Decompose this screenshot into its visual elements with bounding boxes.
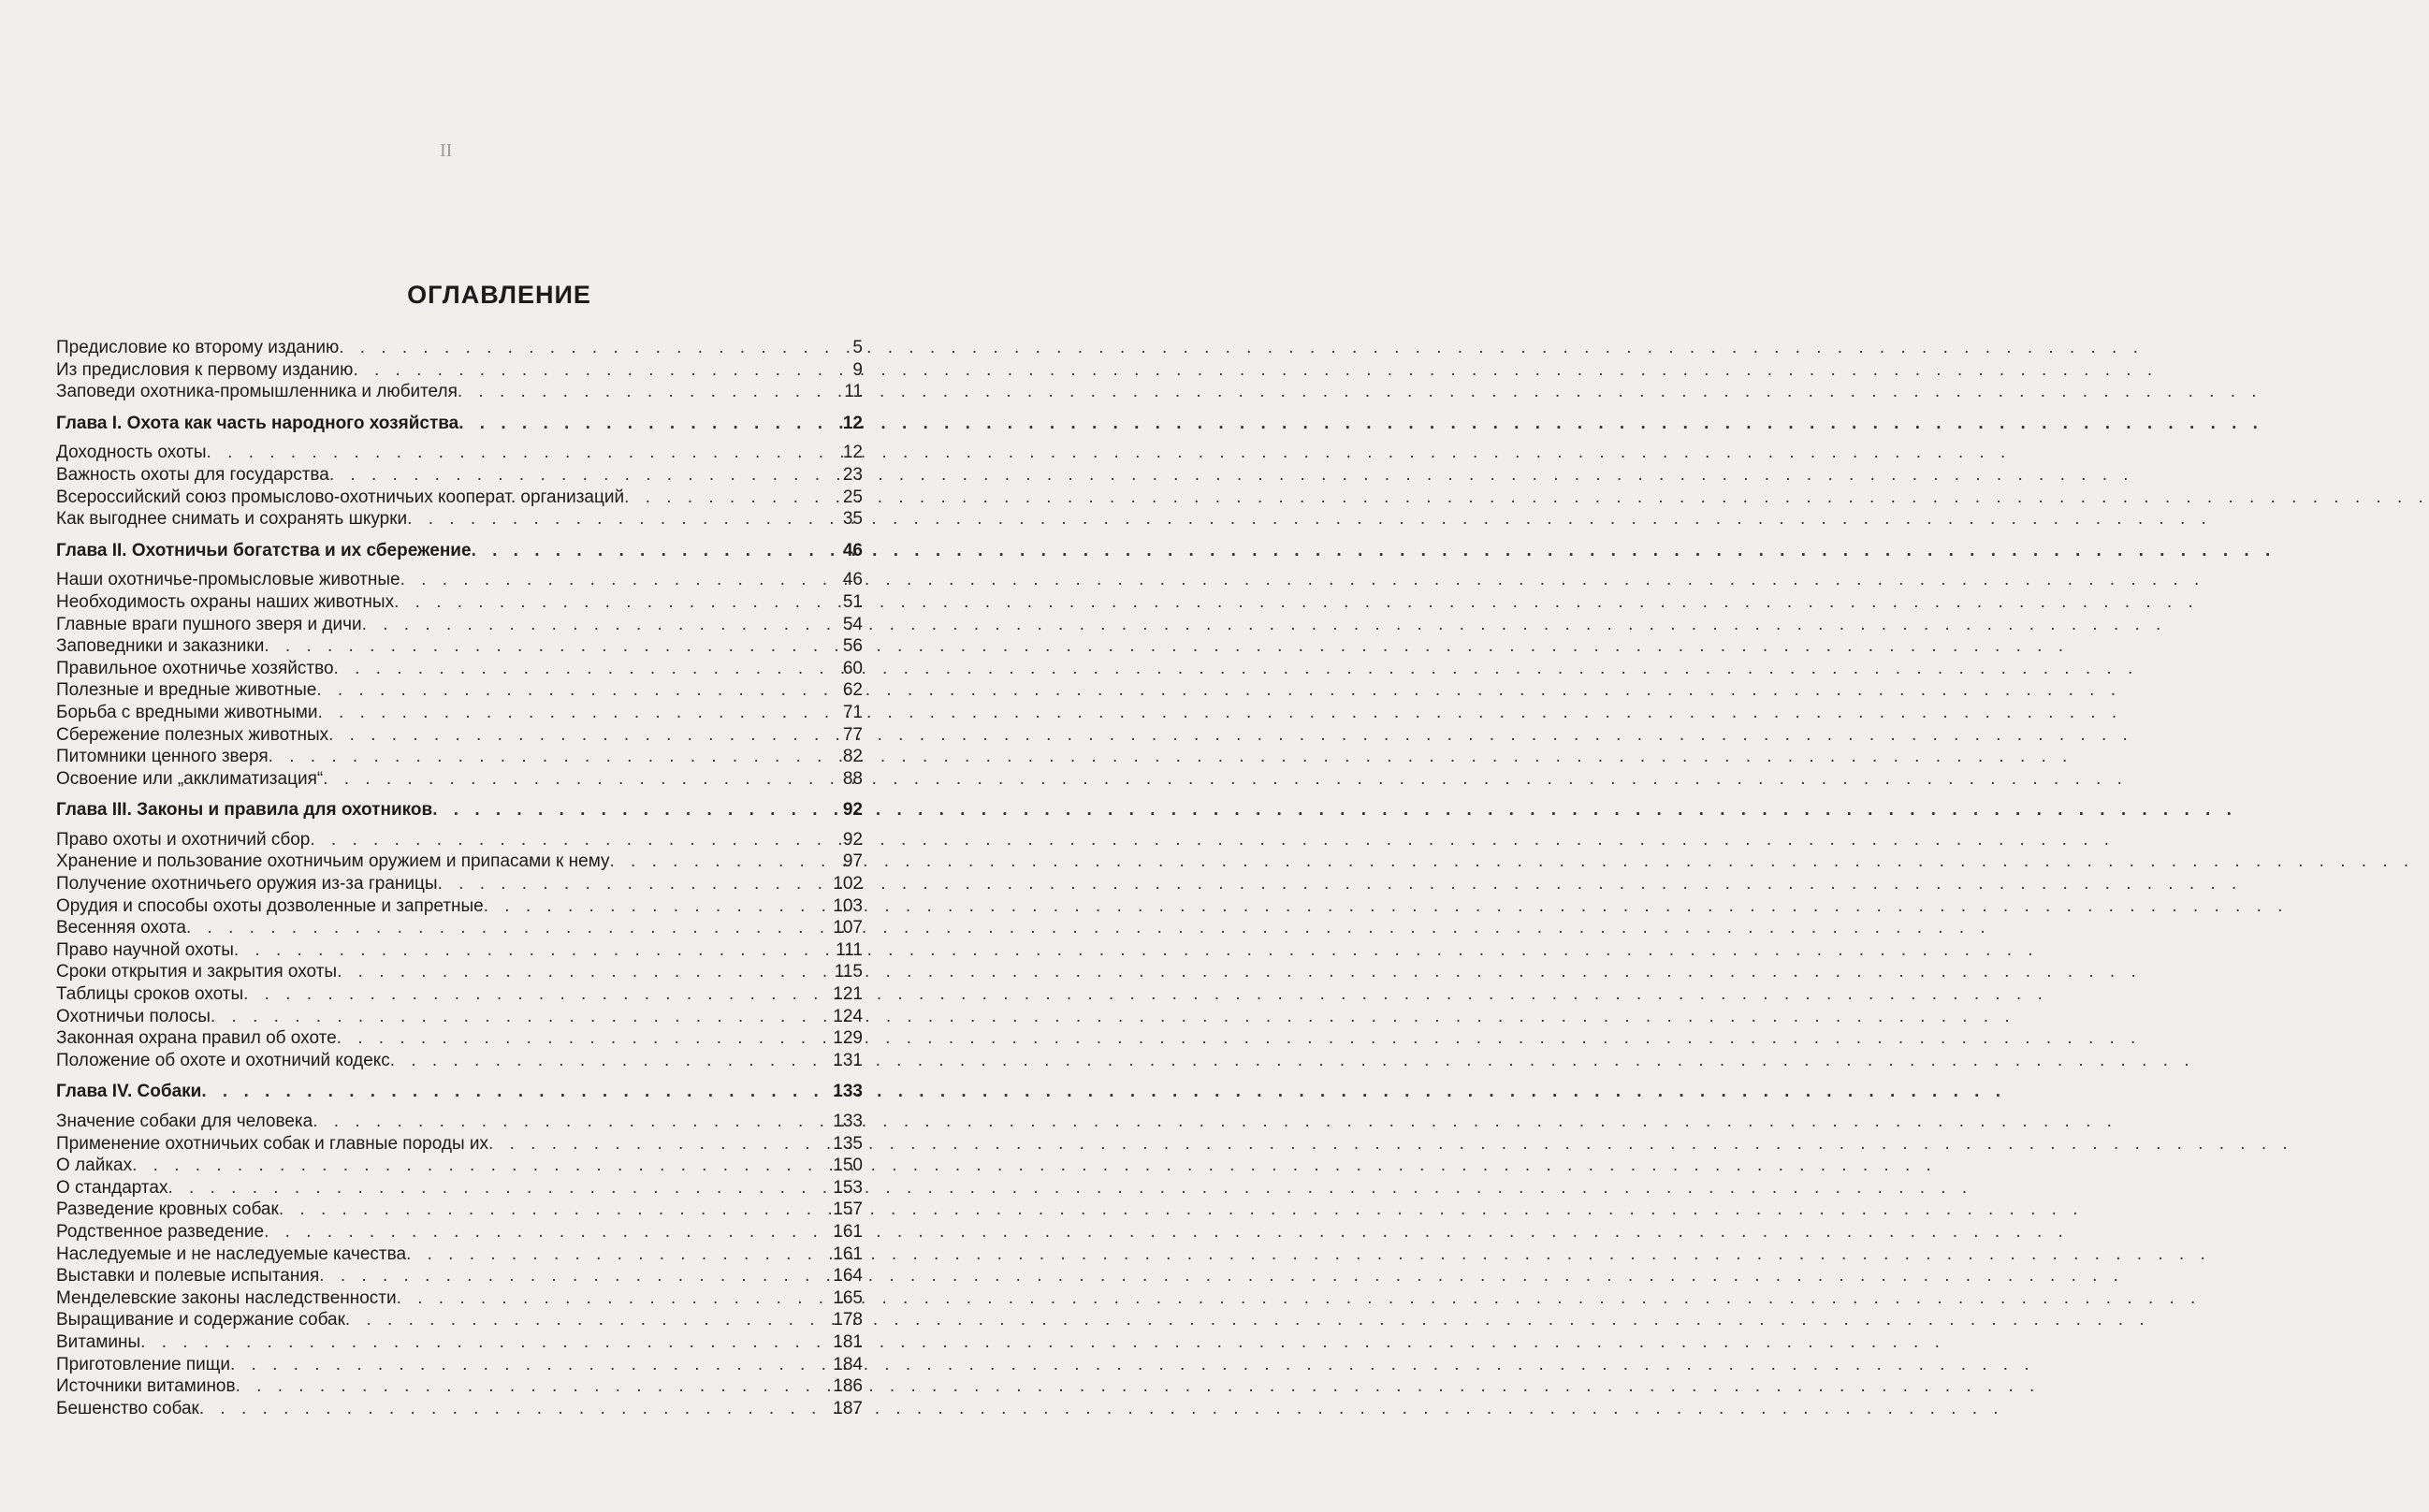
- toc-chapter-row: [56, 413, 863, 435]
- toc-dot-leader: [186, 917, 825, 939]
- toc-page-number: 51: [842, 591, 863, 612]
- toc-page-number: 161: [833, 1243, 863, 1264]
- toc-page-number: 54: [842, 614, 863, 634]
- toc-row: [56, 1287, 863, 1310]
- toc-entry-title: Таблицы сроков охоты: [56, 984, 244, 1005]
- toc-row: [56, 1199, 863, 1221]
- toc-page-number: 178: [833, 1310, 863, 1330]
- toc-chapter-row: [56, 799, 863, 821]
- toc-entry-title: О стандартах: [56, 1177, 168, 1198]
- toc-page-number: 186: [833, 1376, 863, 1397]
- toc-page-number: 46: [842, 540, 863, 560]
- toc-page-number: 71: [842, 702, 863, 722]
- toc-row: [56, 381, 863, 403]
- toc-row: [56, 724, 863, 747]
- toc-row: [56, 658, 863, 680]
- toc-entry-title: Родственное разведение: [56, 1221, 265, 1242]
- toc-dot-leader: [264, 1221, 825, 1243]
- toc-row: [56, 746, 863, 768]
- toc-dot-leader: [329, 464, 825, 487]
- toc-page-number: 153: [833, 1177, 863, 1198]
- toc-row: [56, 679, 863, 702]
- toc-page-number: 102: [833, 874, 863, 894]
- toc-dot-leader: [337, 961, 825, 983]
- toc-page-number: 77: [842, 724, 863, 745]
- toc-row: [56, 614, 863, 636]
- toc-page-number: 111: [836, 939, 863, 960]
- toc-dot-leader: [472, 540, 825, 562]
- toc-dot-leader: [140, 1331, 825, 1354]
- toc-entry-title: Наши охотничье-промысловые животные: [56, 570, 400, 590]
- toc-entry-title: Менделевские законы наследственности: [56, 1287, 397, 1308]
- toc-chapter-row: [56, 1081, 863, 1103]
- toc-row: [56, 1027, 863, 1050]
- toc-dot-leader: [400, 569, 825, 591]
- toc-page-number: 25: [842, 487, 863, 507]
- toc-dot-leader: [394, 591, 825, 614]
- toc-dot-leader: [207, 442, 825, 464]
- toc-row: [56, 917, 863, 939]
- toc-entry-title: Предисловие ко второму изданию: [56, 338, 340, 357]
- toc-row: [56, 1050, 863, 1072]
- toc-entry-title: Как выгоднее снимать и сохранять шкурки: [56, 509, 408, 530]
- page-number: II: [440, 140, 453, 161]
- toc-dot-leader: [310, 829, 825, 851]
- toc-entry-title: Положение об охоте и охотничий кодекс: [56, 1050, 390, 1070]
- toc-dot-leader: [211, 1006, 825, 1028]
- toc-entry-title: Значение собаки для человека: [56, 1112, 313, 1131]
- toc-row: [56, 873, 863, 895]
- toc-page-number: 12: [842, 413, 863, 433]
- toc-page-number: 92: [842, 800, 863, 821]
- toc-dot-leader: [167, 1177, 825, 1199]
- toc-dot-leader: [201, 1081, 825, 1103]
- toc-entry-title: Разведение кровных собак: [56, 1199, 279, 1220]
- toc-dot-leader: [362, 614, 825, 636]
- toc-page-number: 124: [833, 1006, 863, 1026]
- toc-page-number: 157: [833, 1199, 863, 1220]
- toc-entry-title: Право охоты и охотничий сбор: [56, 829, 311, 850]
- toc-entry-title: Источники витаминов: [56, 1376, 236, 1397]
- toc-dot-leader: [488, 1133, 825, 1156]
- toc-entry-title: Выращивание и содержание собак: [56, 1310, 345, 1330]
- toc-entry-title: Доходность охоты: [56, 443, 207, 463]
- toc-entry-title: Полезные и вредные животные: [56, 680, 317, 701]
- toc-row: [56, 337, 863, 359]
- toc-entry-title: Заповеди охотника-промышленника и любителя: [56, 382, 458, 402]
- toc-entry-title: Наследуемые и не наследуемые качества: [56, 1243, 407, 1264]
- toc-entry-title: Важность охоты для государства: [56, 464, 329, 485]
- toc-row: [56, 1006, 863, 1028]
- toc-chapter-title: Глава II. Охотничьи богатства и их сбережение: [56, 540, 472, 560]
- toc-page-number: 5: [852, 338, 863, 357]
- toc-entry-title: Орудия и способы охоты дозволенные и запретные: [56, 895, 484, 916]
- table-of-contents: [56, 337, 863, 1419]
- toc-entry-title: Получение охотничьего оружия из-за границы: [56, 874, 438, 894]
- toc-row: [56, 702, 863, 724]
- toc-entry-title: Правильное охотничье хозяйство: [56, 658, 334, 678]
- toc-dot-leader: [230, 1354, 825, 1376]
- toc-row: [56, 768, 863, 791]
- toc-entry-title: Весенняя охота: [56, 918, 186, 938]
- toc-dot-leader: [334, 658, 825, 680]
- toc-row: [56, 569, 863, 591]
- toc-dot-leader: [432, 799, 825, 821]
- toc-page-number: 133: [833, 1112, 863, 1131]
- toc-row: [56, 1111, 863, 1133]
- toc-page-number: 135: [833, 1133, 863, 1154]
- toc-chapter-title: Глава III. Законы и правила для охотников: [56, 800, 433, 821]
- toc-row: [56, 961, 863, 983]
- toc-page-number: 88: [842, 768, 863, 789]
- toc-entry-title: Борьба с вредными животными: [56, 702, 318, 722]
- toc-page-number: 23: [842, 464, 863, 485]
- toc-dot-leader: [353, 359, 825, 382]
- toc-row: [56, 1375, 863, 1398]
- toc-dot-leader: [313, 1111, 825, 1133]
- toc-page-number: 9: [852, 359, 863, 380]
- toc-row: [56, 1309, 863, 1331]
- toc-page-number: 115: [834, 962, 863, 982]
- toc-entry-title: Сбережение полезных животных: [56, 724, 329, 745]
- toc-row: [56, 1265, 863, 1287]
- toc-dot-leader: [199, 1398, 825, 1420]
- toc-row: [56, 508, 863, 531]
- toc-dot-leader: [236, 1375, 825, 1398]
- toc-page-number: 129: [833, 1028, 863, 1049]
- toc-row: [56, 983, 863, 1006]
- toc-dot-leader: [234, 939, 825, 962]
- toc-row: [56, 591, 863, 614]
- page-title: ОГЛАВЛЕНИЕ: [407, 281, 591, 309]
- toc-page-number: 131: [833, 1050, 863, 1070]
- toc-dot-leader: [264, 635, 825, 658]
- toc-page-number: 35: [842, 509, 863, 530]
- toc-page-number: 103: [833, 895, 863, 916]
- toc-row: [56, 829, 863, 851]
- toc-page-number: 92: [842, 829, 863, 850]
- toc-page-number: 56: [842, 636, 863, 657]
- toc-dot-leader: [243, 983, 825, 1006]
- toc-dot-leader: [279, 1199, 825, 1221]
- toc-page-number: 150: [833, 1156, 863, 1176]
- toc-row: [56, 442, 863, 464]
- toc-entry-title: Бешенство собак: [56, 1398, 199, 1418]
- toc-entry-title: Приготовление пищи: [56, 1354, 230, 1374]
- toc-dot-leader: [397, 1287, 825, 1310]
- toc-row: [56, 635, 863, 658]
- toc-dot-leader: [484, 895, 825, 918]
- toc-dot-leader: [269, 746, 825, 768]
- toc-row: [56, 1155, 863, 1177]
- toc-page-number: 161: [833, 1221, 863, 1242]
- toc-entry-title: Выставки и полевые испытания: [56, 1266, 320, 1287]
- toc-entry-title: О лайках: [56, 1156, 133, 1176]
- toc-dot-leader: [406, 1243, 825, 1266]
- toc-row: [56, 487, 863, 509]
- toc-row: [56, 1331, 863, 1354]
- toc-dot-leader: [337, 1027, 825, 1050]
- toc-page-number: 62: [842, 680, 863, 701]
- toc-row: [56, 464, 863, 487]
- toc-entry-title: Витамины: [56, 1331, 141, 1352]
- toc-entry-title: Заповедники и заказники: [56, 636, 265, 657]
- toc-dot-leader: [132, 1155, 825, 1177]
- toc-row: [56, 1133, 863, 1156]
- toc-page-number: 46: [842, 570, 863, 590]
- toc-page-number: 187: [833, 1398, 863, 1418]
- toc-dot-leader: [339, 337, 825, 359]
- toc-page-number: 107: [833, 918, 863, 938]
- toc-dot-leader: [458, 381, 825, 403]
- toc-entry-title: Право научной охоты: [56, 939, 234, 960]
- toc-entry-title: Необходимость охраны наших животных: [56, 591, 395, 612]
- toc-dot-leader: [624, 487, 825, 509]
- toc-entry-title: Хранение и пользование охотничьим оружием и припасами к нему: [56, 851, 610, 872]
- toc-entry-title: Охотничьи полосы: [56, 1006, 211, 1026]
- toc-page-number: 97: [842, 851, 863, 872]
- toc-row: [56, 1243, 863, 1266]
- toc-row: [56, 1354, 863, 1376]
- toc-dot-leader: [323, 768, 825, 791]
- toc-page-number: 121: [833, 984, 863, 1005]
- toc-entry-title: Законная охрана правил об охоте: [56, 1028, 337, 1049]
- toc-chapter-row: [56, 540, 863, 562]
- toc-page-number: 181: [833, 1331, 863, 1352]
- toc-entry-title: Главные враги пушного зверя и дичи: [56, 614, 362, 634]
- toc-page-number: 82: [842, 747, 863, 767]
- toc-entry-title: Применение охотничьих собак и главные породы их: [56, 1133, 489, 1154]
- toc-dot-leader: [317, 702, 825, 724]
- toc-dot-leader: [319, 1265, 825, 1287]
- toc-page-number: 164: [833, 1266, 863, 1287]
- toc-chapter-title: Глава IV. Собаки: [56, 1082, 202, 1102]
- toc-entry-title: Из предисловия к первому изданию: [56, 359, 354, 380]
- toc-page-number: 11: [844, 382, 863, 402]
- toc-row: [56, 850, 863, 873]
- toc-chapter-title: Глава I. Охота как часть народного хозяйства: [56, 413, 459, 433]
- toc-row: [56, 1221, 863, 1243]
- toc-row: [56, 895, 863, 918]
- toc-dot-leader: [458, 413, 825, 435]
- toc-dot-leader: [390, 1050, 825, 1072]
- toc-row: [56, 1398, 863, 1420]
- toc-entry-title: Питомники ценного зверя: [56, 747, 269, 767]
- toc-row: [56, 939, 863, 962]
- toc-entry-title: Всероссийский союз промыслово-охотничьих кооперат. организаций: [56, 487, 625, 507]
- toc-page-number: 133: [833, 1082, 863, 1102]
- toc-dot-leader: [316, 679, 825, 702]
- toc-dot-leader: [438, 873, 825, 895]
- toc-page-number: 12: [842, 443, 863, 463]
- toc-page-number: 184: [833, 1354, 863, 1374]
- toc-page-number: 60: [842, 658, 863, 678]
- toc-entry-title: Сроки открытия и закрытия охоты: [56, 962, 338, 982]
- toc-row: [56, 359, 863, 382]
- toc-row: [56, 1177, 863, 1199]
- toc-dot-leader: [407, 508, 825, 531]
- toc-dot-leader: [345, 1309, 825, 1331]
- toc-entry-title: Освоение или „акклиматизация“: [56, 768, 324, 789]
- toc-dot-leader: [328, 724, 825, 747]
- toc-dot-leader: [609, 850, 825, 873]
- toc-page-number: 165: [833, 1287, 863, 1308]
